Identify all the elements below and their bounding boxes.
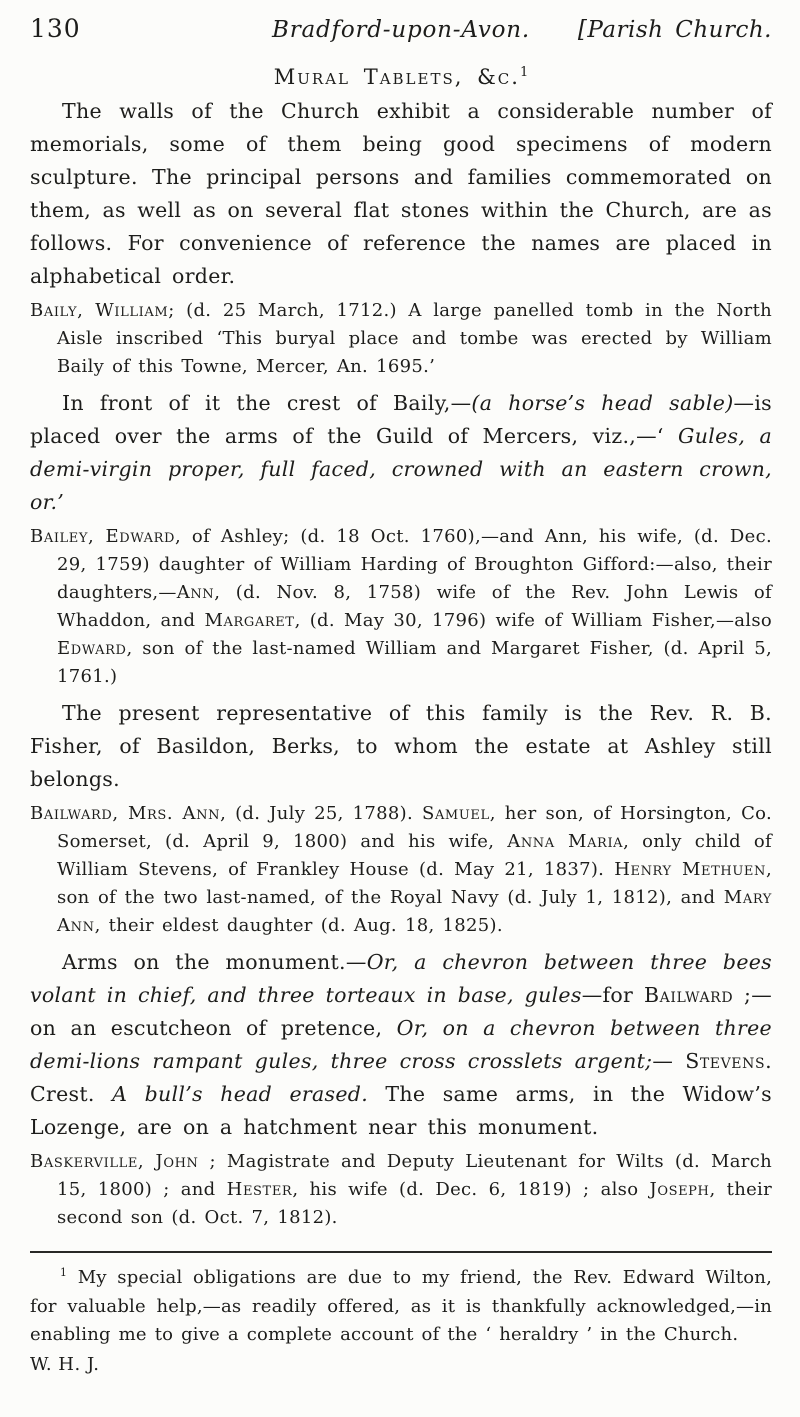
paragraph-bailward-arms <box>30 946 772 1144</box>
text-run-p: , son of the two last-named, of the Royal Navy (d. July 1, 1812), and <box>57 859 772 908</box>
page-number: 130 <box>30 14 81 43</box>
text-run-p: , (d. Nov. 8, 1758) wife of the Rev. John Lewis of Whaddon, and <box>57 582 772 631</box>
text-run-p: , of Ashley; (d. 18 Oct. 1760),—and Ann, his wife, (d. Dec. 29, 1759) daughter of William Harding of Broughton Gifford:—also, their daughters,— <box>57 526 772 603</box>
text-run-sc: Anna Maria <box>507 831 624 852</box>
text-run-p: , only child of William Stevens, of Frankley House (d. May 21, 1837). <box>57 831 772 880</box>
text-run-sc: Bailward, Mrs. Ann <box>30 803 221 824</box>
text-run-sc: Bailward <box>643 983 734 1007</box>
text-run-sc: Baily, William <box>30 300 169 321</box>
text-run-p: —for <box>581 983 644 1007</box>
text-run-sc: Bailey, Edward <box>30 526 176 547</box>
entry-bailward-ann <box>30 800 772 940</box>
text-run-sc: Edward <box>57 638 127 659</box>
text-run-i: A bull’s head erased. <box>112 1082 369 1106</box>
text-run-p: , her son, of Horsington, Co. Somerset, (d. April 9, 1800) and his wife, <box>57 803 772 852</box>
paragraph-bailey-representative <box>30 697 772 796</box>
heading-footnote-ref: 1 <box>519 65 529 80</box>
text-run-sc: Ann <box>176 582 215 603</box>
footnote-signature: W. H. J. <box>30 1353 100 1375</box>
entry-bailey-edward <box>30 523 772 691</box>
text-run-p: My special obligations are due to my friend, the Rev. Edward Wilton, for valuable help,—as readily offered, as it is thankfully acknowledged,—in enabling me to give a complete account of the ‘ heraldry ’ in the Church. <box>30 1267 772 1345</box>
text-run-p: , (d. May 30, 1796) wife of William Fisher,—also <box>294 610 773 631</box>
text-run-p: — <box>652 1049 686 1073</box>
text-run-p: , his wife (d. Dec. 6, 1819) ; also <box>292 1179 650 1200</box>
text-run-i: Gules, a demi-virgin proper, full faced, crowned with an eastern crown, or.’ <box>30 424 772 514</box>
text-run-sc: Margaret <box>204 610 295 631</box>
text-run-p: In front of it the crest of Baily,— <box>62 391 472 415</box>
entry-baskerville-john <box>30 1148 772 1232</box>
text-run-p: Arms on the monument.— <box>62 950 367 974</box>
text-run-p: , their eldest daughter (d. Aug. 18, 1825). <box>94 915 503 936</box>
text-run-p: ; Magistrate and Deputy Lieutenant for Wilts (d. March 15, 1800) ; and <box>57 1151 772 1200</box>
text-run-sup: 1 <box>60 1266 68 1279</box>
section-marker: [Parish Church. <box>577 17 772 43</box>
text-run-p: The same arms, in the Widow’s Lozenge, are on a hatchment near this monument. <box>30 1082 772 1139</box>
text-run-p: , their second son (d. Oct. 7, 1812). <box>57 1179 772 1228</box>
paragraph-intro <box>30 95 772 293</box>
text-run-sc: Hester <box>226 1179 293 1200</box>
text-run-i: (a horse’s head sable) <box>471 391 734 415</box>
text-run-p: —is placed over the arms of the Guild of Mercers, viz.,—‘ <box>30 391 772 448</box>
text-run-sc: Stevens <box>685 1049 766 1073</box>
footnote-text <box>30 1264 772 1350</box>
text-run-p: The walls of the Church exhibit a considerable number of memorials, some of them being good specimens of modern sculpture. The principal persons and families commemorated on them, as well as on several flat stones within the Church, are as follows. For convenience of reference the names are placed in alphabetical order. <box>30 99 772 288</box>
text-run-i: Or, on a chevron between three demi-lions rampant gules, three cross crosslets argent; <box>30 1016 772 1073</box>
text-run-i: Or, a chevron between three bees volant in chief, and three torteaux in base, gules <box>30 950 773 1007</box>
footnote-rule <box>30 1251 772 1253</box>
footnote-section <box>30 1251 772 1379</box>
paragraph-baily-crest <box>30 387 772 519</box>
running-title: Bradford-upon-Avon. <box>272 17 530 43</box>
page-header <box>30 14 772 43</box>
text-run-p: The present representative of this family is the Rev. R. B. Fisher, of Basildon, Berks, to whom the estate at Ashley still belongs. <box>30 701 772 791</box>
text-run-p: . Crest. <box>30 1049 772 1106</box>
text-run-p: , son of the last-named William and Margaret Fisher, (d. April 5, 1761.) <box>57 638 772 687</box>
text-run-p: ; (d. 25 March, 1712.) A large panelled tomb in the North Aisle inscribed ‘This buryal place and tombe was erected by William Baily of this Towne, Mercer, An. 1695.’ <box>57 300 772 377</box>
text-run-sc: Samuel <box>422 803 490 824</box>
text-run-p: ;—on an escutcheon of pretence, <box>30 983 773 1040</box>
section-heading-text: Mural Tablets, &c. <box>273 65 520 89</box>
text-run-sc: Mary Ann <box>57 887 772 936</box>
text-run-sc: Joseph <box>649 1179 710 1200</box>
text-run-sc: Baskerville, John <box>30 1151 199 1172</box>
section-heading <box>30 65 772 89</box>
text-run-p: , (d. July 25, 1788). <box>220 803 423 824</box>
text-run-sc: Henry Methuen <box>614 859 766 880</box>
entry-baily-william <box>30 297 772 381</box>
